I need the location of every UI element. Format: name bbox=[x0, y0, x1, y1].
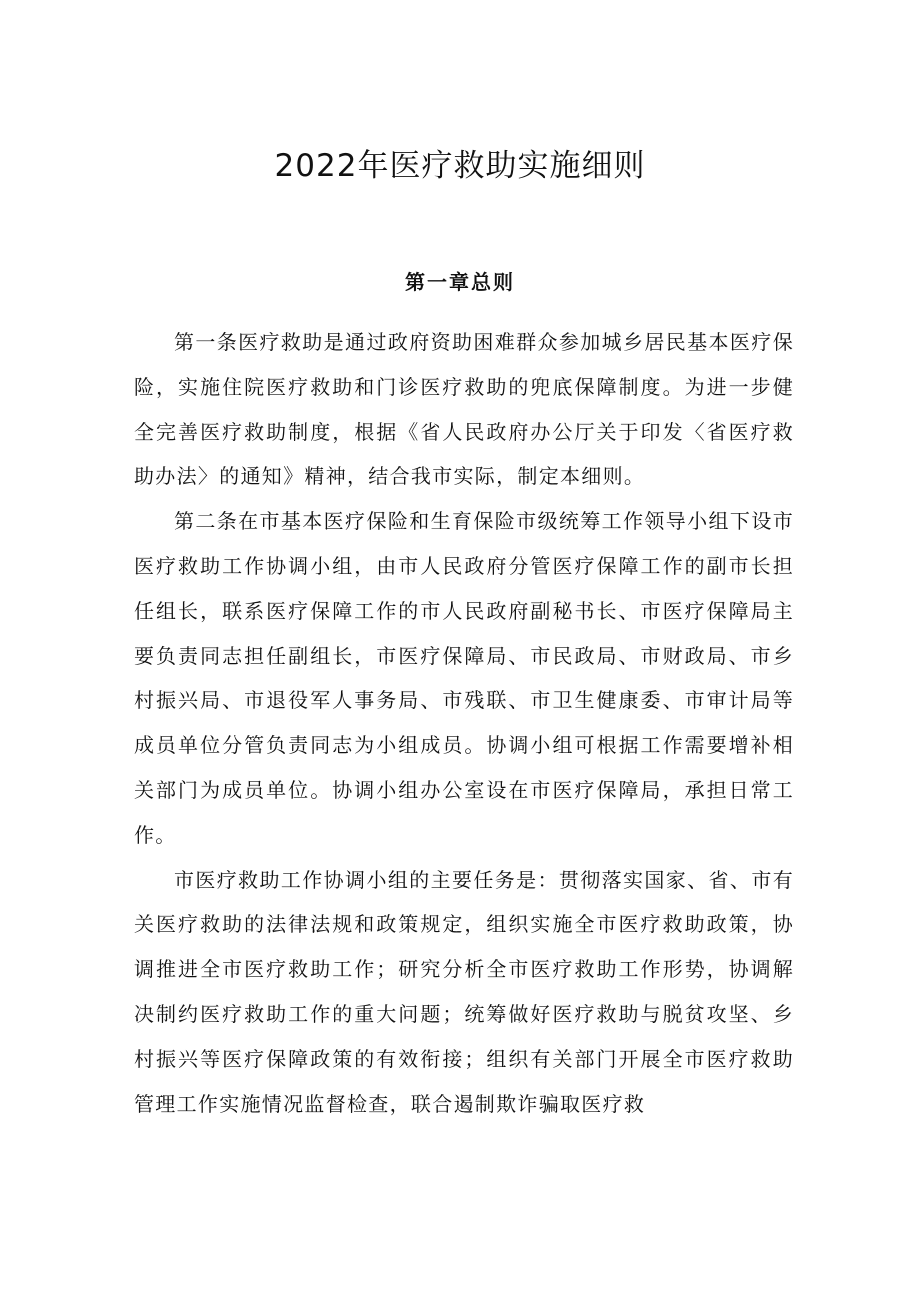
document-title: 2022年医疗救助实施细则 bbox=[274, 148, 646, 184]
paragraph-coordination-tasks: 市医疗救助工作协调小组的主要任务是：贯彻落实国家、省、市有关医疗救助的法律法规和政策规定，组织实施全市医疗救助政策，协调推进全市医疗救助工作；研究分析全市医疗救助工作形势，协调解决制约医疗救助工作的重大问题；统筹做好医疗救助与脱贫攻坚、乡村振兴等医疗保障政策的有效衔接；组织有关部门开展全市医疗救助管理工作实施情况监督检查，联合遏制欺诈骗取医疗救 bbox=[134, 867, 794, 1116]
document-body bbox=[134, 320, 794, 1126]
paragraph-article-2: 第二条在市基本医疗保险和生育保险市级统筹工作领导小组下设市医疗救助工作协调小组，由市人民政府分管医疗保障工作的副市长担任组长，联系医疗保障工作的市人民政府副秘书长、市医疗保障局主要负责同志担任副组长，市医疗保障局、市民政局、市财政局、市乡村振兴局、市退役军人事务局、市残联、市卫生健康委、市审计局等成员单位分管负责同志为小组成员。协调小组可根据工作需要增补相关部门为成员单位。协调小组办公室设在市医疗保障局，承担日常工作。 bbox=[134, 509, 794, 847]
chapter-heading: 第一章总则 bbox=[405, 270, 515, 294]
paragraph-article-1: 第一条医疗救助是通过政府资助困难群众参加城乡居民基本医疗保险，实施住院医疗救助和门诊医疗救助的兜底保障制度。为进一步健全完善医疗救助制度，根据《省人民政府办公厅关于印发〈省医疗救助办法〉的通知》精神，结合我市实际，制定本细则。 bbox=[134, 330, 794, 489]
